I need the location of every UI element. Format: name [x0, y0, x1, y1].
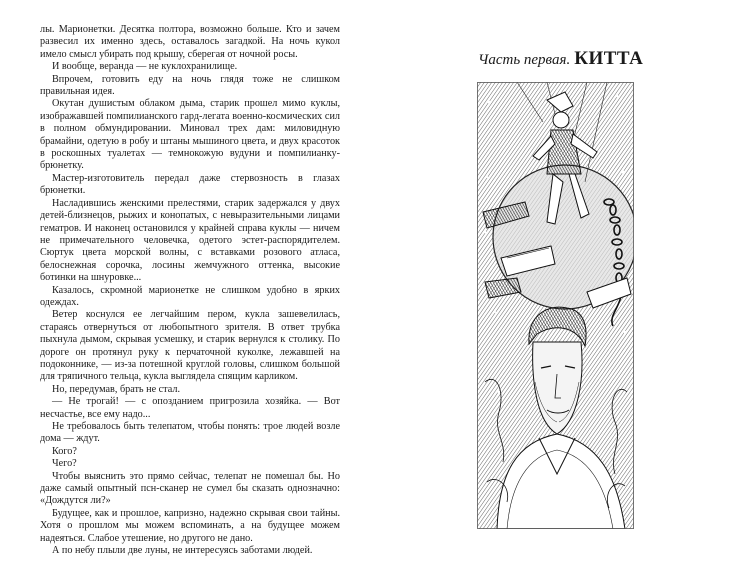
paragraph: Казалось, скромной марионетке не слишком удобно в ярких одеждах.	[40, 284, 340, 308]
paragraph: Впрочем, готовить еду на ночь глядя тоже не слишком правильная идея.	[40, 73, 340, 98]
paragraph: лы. Марионетки. Десятка полтора, возможно больше. Кто и зачем развесил их именно здесь, оставалось загадкой. На ночь кукол имело смысл убирать под крышу, сберегая от ночной росы.	[40, 24, 340, 60]
paragraph: Насладившись женскими прелестями, старик задержался у двух детей-близнецов, рыжих и конопатых, с невыразительными лицами гематров. И наконец остановился у крайней справа куклы — ничем не примечательного человечка, одетого эстет-распорядителем. Сюртук цвета морской волны, с вставками розового атласа, белоснежная сорочка, лосины жемчужного оттенка, высокие ботинки на шнуровке...	[40, 197, 340, 284]
paragraph: Будущее, как и прошлое, капризно, надежно скрывая свои тайны. Хотя о прошлом мы можем вспоминать, а на будущее можем надеяться. Слабое утешение, но другого не дано.	[40, 507, 340, 544]
paragraph: Но, передумав, брать не стал.	[52, 383, 180, 395]
paragraph: Ветер коснулся ее легчайшим пером, кукла зашевелилась, стараясь отвернуться от любопытного зрителя. В ответ трубка пыхнула дымом, скрывая усмешку, и старик вернулся к столику. По дороге он протянул руку к перчаточной куколке, лежавшей на подоконнике, — из-за потешной круглой головы, слишком большой для тряпичного тельца, кукла выглядела спящим карликом.	[40, 309, 340, 383]
paragraph: Мастер-изготовитель передал даже стервозность в глазах брюнетки.	[40, 172, 340, 197]
paragraph: Чтобы выяснить это прямо сейчас, телепат не помешал бы. Но даже самый опытный псн-сканер не сумел бы сказать однозначно: «Дождутся ли?»	[40, 470, 340, 507]
part-title: КИТТА	[574, 48, 644, 69]
paragraph: — Не трогай! — с опозданием пригрозила хозяйка. — Вот несчастье, все ему надо...	[40, 396, 340, 420]
right-page	[400, 0, 750, 561]
paragraph: А по небу плыли две луны, не интересуясь заботами людей.	[52, 545, 313, 557]
paragraph: Не требовалось быть телепатом, чтобы понять: трое людей возле дома — ждут.	[40, 421, 340, 445]
part-heading	[478, 48, 718, 70]
part-label: Часть первая.	[478, 52, 571, 68]
paragraph: Окутан душистым облаком дыма, старик прошел мимо куклы, изображавшей помпилианского гард-легата военно-космических сил в полном обмундировании. Миновал трех дам: миловидную брамайни, одетую в робу и штаны мышиного цвета, и двух красоток в роскошных туалетах — темнокожую вудуни и помпилианку-брюнетку.	[40, 98, 340, 172]
illustration	[477, 82, 634, 529]
engraving-illustration	[477, 82, 634, 529]
paragraph: Кого?	[52, 445, 77, 457]
paragraph: Чего?	[52, 458, 77, 470]
paragraph: И вообще, веранда — не куклохранилище.	[52, 61, 238, 73]
left-page-text	[40, 24, 340, 557]
